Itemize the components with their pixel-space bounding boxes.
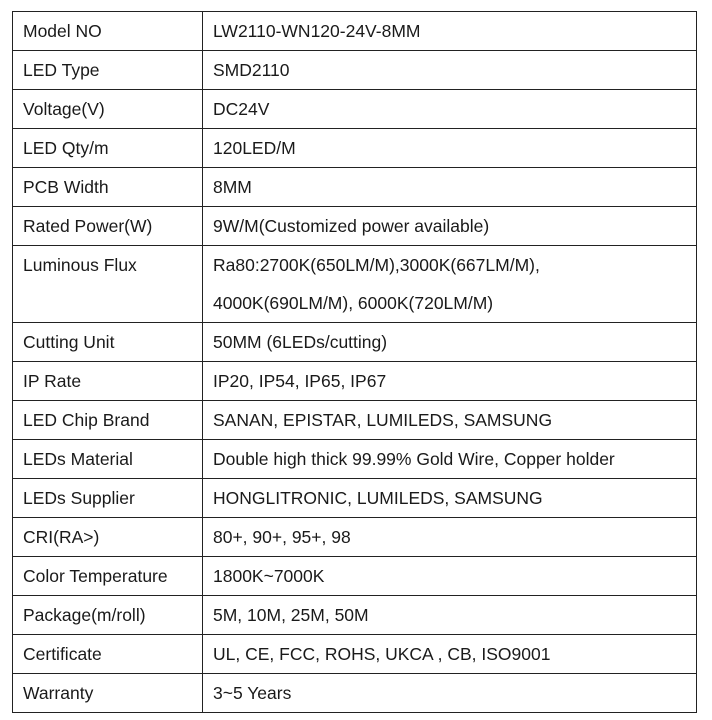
spec-value [203,168,697,207]
spec-value-line: Ra80:2700K(650LM/M),3000K(667LM/M), [213,255,540,275]
spec-label: Package(m/roll) [13,596,203,635]
spec-value [203,323,697,362]
spec-value-line: 3~5 Years [213,683,292,703]
table-row [13,635,697,674]
spec-value [203,479,697,518]
table-row [13,674,697,713]
spec-value-line: 120LED/M [213,138,296,158]
spec-value [203,401,697,440]
spec-value-line: 9W/M(Customized power available) [213,216,490,236]
spec-label: Certificate [13,635,203,674]
table-row [13,479,697,518]
table-row [13,440,697,479]
spec-value [203,557,697,596]
spec-value-line: DC24V [213,99,270,119]
spec-label: PCB Width [13,168,203,207]
spec-table-body [13,12,697,713]
spec-value [203,90,697,129]
table-row [13,596,697,635]
spec-label: LED Chip Brand [13,401,203,440]
spec-value-line: 80+, 90+, 95+, 98 [213,527,351,547]
spec-label: Cutting Unit [13,323,203,362]
spec-label: Color Temperature [13,557,203,596]
spec-value [203,635,697,674]
spec-value-line: 50MM (6LEDs/cutting) [213,332,388,352]
spec-label: LED Type [13,51,203,90]
table-row [13,12,697,51]
spec-label: LEDs Material [13,440,203,479]
spec-value-line: UL, CE, FCC, ROHS, UKCA , CB, ISO9001 [213,644,551,664]
spec-label: Luminous Flux [13,246,203,323]
table-row [13,207,697,246]
spec-value [203,51,697,90]
table-row [13,557,697,596]
spec-value-line: HONGLITRONIC, LUMILEDS, SAMSUNG [213,488,543,508]
spec-value-line: 8MM [213,177,252,197]
spec-value [203,596,697,635]
table-row [13,246,697,323]
spec-table [12,11,697,713]
spec-value-line: LW2110-WN120-24V-8MM [213,21,421,41]
spec-label: Rated Power(W) [13,207,203,246]
spec-value [203,362,697,401]
spec-value [203,246,697,323]
table-row [13,90,697,129]
spec-value-line: 5M, 10M, 25M, 50M [213,605,369,625]
table-row [13,323,697,362]
table-row [13,401,697,440]
spec-label: Model NO [13,12,203,51]
spec-label: LEDs Supplier [13,479,203,518]
spec-value [203,207,697,246]
table-row [13,51,697,90]
table-row [13,168,697,207]
spec-label: CRI(RA>) [13,518,203,557]
spec-value-line: Double high thick 99.99% Gold Wire, Copper holder [213,449,615,469]
spec-label: IP Rate [13,362,203,401]
spec-value-line: SANAN, EPISTAR, LUMILEDS, SAMSUNG [213,410,553,430]
spec-label: LED Qty/m [13,129,203,168]
spec-value-line: IP20, IP54, IP65, IP67 [213,371,387,391]
spec-value-line: 4000K(690LM/M), 6000K(720LM/M) [213,293,494,313]
spec-value-line: 1800K~7000K [213,566,325,586]
spec-value [203,129,697,168]
spec-value [203,518,697,557]
spec-label: Warranty [13,674,203,713]
spec-value [203,12,697,51]
spec-value [203,674,697,713]
table-row [13,129,697,168]
spec-value-line: SMD2110 [213,60,290,80]
spec-label: Voltage(V) [13,90,203,129]
spec-value [203,440,697,479]
table-row [13,362,697,401]
table-row [13,518,697,557]
